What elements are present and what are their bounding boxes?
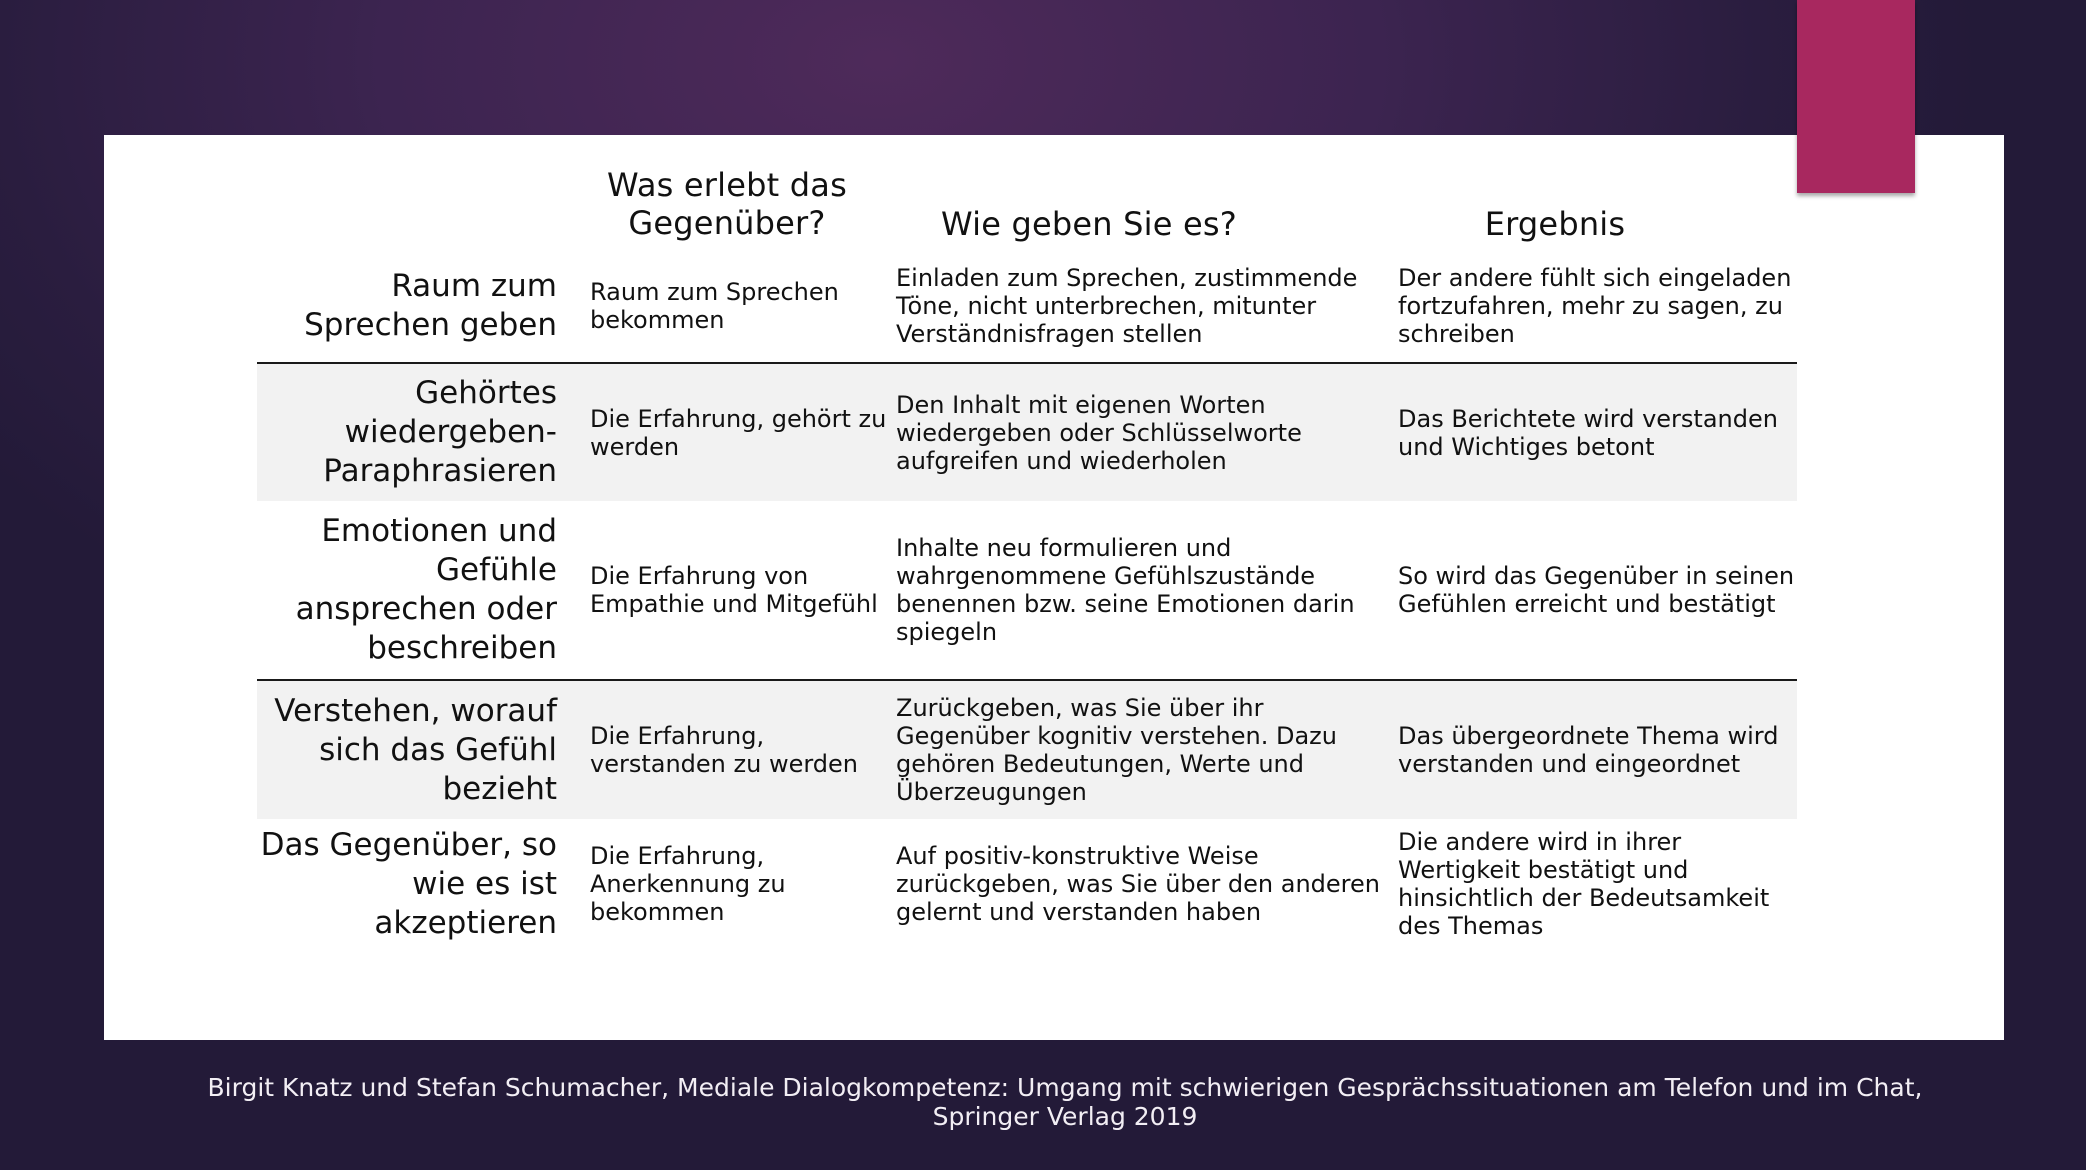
table-row bbox=[257, 681, 1797, 819]
cell-experience: Die Erfahrung, Anerkennung zu bekommen bbox=[590, 842, 786, 926]
accent-bar bbox=[1797, 0, 1915, 193]
header-how: Wie geben Sie es? bbox=[941, 205, 1237, 243]
cell-experience: Raum zum Sprechen bekommen bbox=[590, 278, 839, 334]
table-row bbox=[257, 819, 1797, 949]
cell-how: Den Inhalt mit eigenen Worten wiedergeben oder Schlüsselworte aufgreifen und wiederholen bbox=[896, 390, 1302, 475]
cell-experience: Die Erfahrung von Empathie und Mitgefühl bbox=[590, 562, 878, 618]
table-row bbox=[257, 250, 1797, 364]
cell-result: Der andere fühlt sich eingeladen fortzufahren, mehr zu sagen, zu schreiben bbox=[1398, 264, 1792, 348]
cell-how: Zurückgeben, was Sie über ihr Gegenüber kognitiv verstehen. Dazu gehören Bedeutungen, Werte und Überzeugungen bbox=[896, 694, 1337, 806]
cell-how: Auf positiv-konstruktive Weise zurückgeben, was Sie über den anderen gelernt und verstanden haben bbox=[896, 842, 1380, 926]
cell-result: Die andere wird in ihrer Wertigkeit bestätigt und hinsichtlich der Bedeutsamkeit des Themas bbox=[1398, 828, 1770, 940]
table-row bbox=[257, 501, 1797, 681]
citation-line-2: Springer Verlag 2019 bbox=[932, 1102, 1198, 1131]
citation-line-1: Birgit Knatz und Stefan Schumacher, Mediale Dialogkompetenz: Umgang mit schwierigen Gesprächssituationen am Telefon und im Chat, bbox=[207, 1073, 1923, 1102]
cell-how: Einladen zum Sprechen, zustimmende Töne, nicht unterbrechen, mitunter Verständnisfragen stellen bbox=[896, 264, 1358, 348]
table-header bbox=[257, 160, 1797, 250]
row-label: Verstehen, worauf sich das Gefühl bezieht bbox=[274, 692, 557, 807]
cell-result: Das Berichtete wird verstanden und Wichtiges betont bbox=[1398, 404, 1778, 461]
row-label: Das Gegenüber, so wie es ist akzeptieren bbox=[260, 826, 557, 941]
cell-experience: Die Erfahrung, verstanden zu werden bbox=[590, 722, 858, 778]
cell-experience: Die Erfahrung, gehört zu werden bbox=[590, 404, 887, 461]
row-label: Emotionen und Gefühle ansprechen oder beschreiben bbox=[295, 513, 557, 666]
cell-result: Das übergeordnete Thema wird verstanden und eingeordnet bbox=[1398, 722, 1779, 778]
cell-result: So wird das Gegenüber in seinen Gefühlen erreicht und bestätigt bbox=[1398, 562, 1795, 618]
cell-how: Inhalte neu formulieren und wahrgenommene Gefühlszustände benennen bzw. seine Emotionen darin spiegeln bbox=[896, 534, 1355, 646]
header-result: Ergebnis bbox=[1484, 205, 1626, 243]
row-label: Raum zum Sprechen geben bbox=[304, 268, 557, 343]
row-label: Gehörtes wiedergeben-Paraphrasieren bbox=[323, 375, 557, 489]
header-experience: Was erlebt das Gegenüber? bbox=[607, 166, 847, 242]
dialog-table bbox=[257, 160, 1797, 949]
table-row bbox=[257, 364, 1797, 501]
source-citation bbox=[200, 1073, 1930, 1131]
